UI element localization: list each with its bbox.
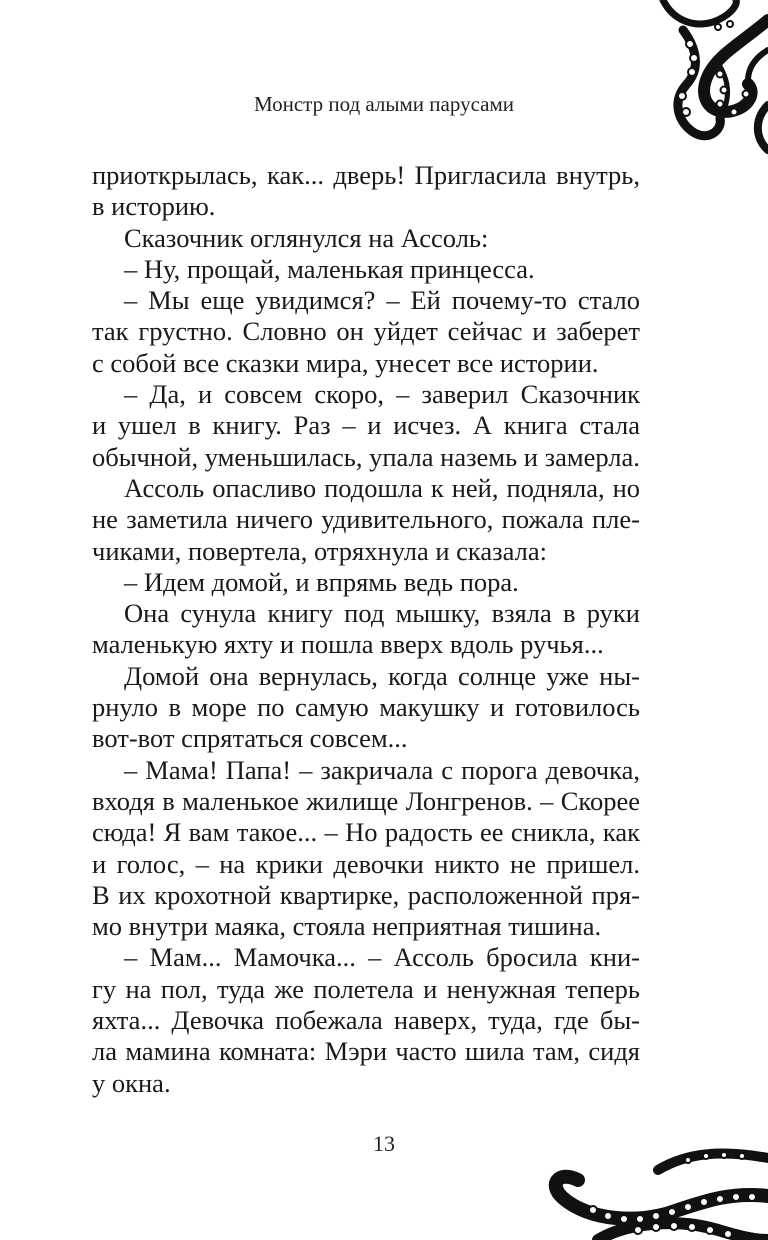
text-line: гу на пол, туда же полетела и ненужная теперь	[92, 973, 640, 1004]
text-line: Она сунула книгу под мышку, взяла в руки	[124, 598, 640, 629]
page-number: 13	[373, 1131, 395, 1156]
text-line: и ушел в книгу. Раз – и исчез. А книга стала	[92, 410, 640, 441]
text-line: яхта... Девочка побежала наверх, туда, где бы-	[92, 1005, 640, 1036]
running-title: Монстр под алыми парусами	[253, 92, 515, 116]
text-line: – Мама! Папа! – закричала с порога девочка,	[124, 754, 640, 785]
text-line: рнуло в море по самую макушку и готовилось	[92, 692, 640, 723]
text-line: маленькую яхту и пошла вверх вдоль ручья...	[92, 629, 604, 660]
text-line: – Да, и совсем скоро, – заверил Сказочник	[124, 379, 640, 410]
text-line: входя в маленькое жилище Лонгренов. – Скорее	[92, 785, 640, 816]
text-line: сюда! Я вам такое... – Но радость ее сникла, как	[92, 817, 640, 848]
text-line: обычной, уменьшилась, упала наземь и замерла.	[92, 441, 640, 472]
text-line: Домой она вернулась, когда солнце уже ны-	[124, 660, 640, 691]
text-line: – Мы еще увидимся? – Ей почему-то стало	[124, 285, 640, 316]
text-line: не заметила ничего удивительного, пожала пле-	[92, 504, 640, 535]
text-line: ла мамина комната: Мэри часто шила там, сидя	[92, 1036, 640, 1067]
text-line: – Ну, прощай, маленькая принцесса.	[124, 253, 535, 284]
body-text	[92, 160, 640, 1099]
text-line: приоткрылась, как... дверь! Пригласила внутрь,	[92, 160, 640, 190]
text-line: – Мам... Мамочка... – Ассоль бросила кни-	[124, 942, 640, 973]
text-line: мо внутри маяка, стояла неприятная тишина.	[92, 911, 602, 942]
text-line: у окна.	[92, 1067, 171, 1098]
text-line: В их крохотной квартирке, расположенной пря-	[92, 879, 640, 910]
text-line: чиками, повертела, отряхнула и сказала:	[92, 535, 547, 566]
text-line: с собой все сказки мира, унесет все истории.	[92, 347, 599, 378]
text-line: – Идем домой, и впрямь ведь пора.	[124, 566, 519, 597]
text-line: вот-вот спрятаться совсем...	[92, 723, 408, 754]
text-line: Ассоль опасливо подошла к ней, подняла, но	[124, 472, 640, 503]
tentacle-bottom-illustration	[538, 1130, 768, 1240]
text-line: Сказочник оглянулся на Ассоль:	[124, 222, 489, 253]
text-line: и голос, – на крики девочки никто не пришел.	[92, 848, 640, 879]
text-line: в историю.	[92, 191, 216, 222]
text-line: так грустно. Словно он уйдет сейчас и заберет	[92, 316, 640, 347]
tentacle-top-illustration	[468, 0, 768, 160]
